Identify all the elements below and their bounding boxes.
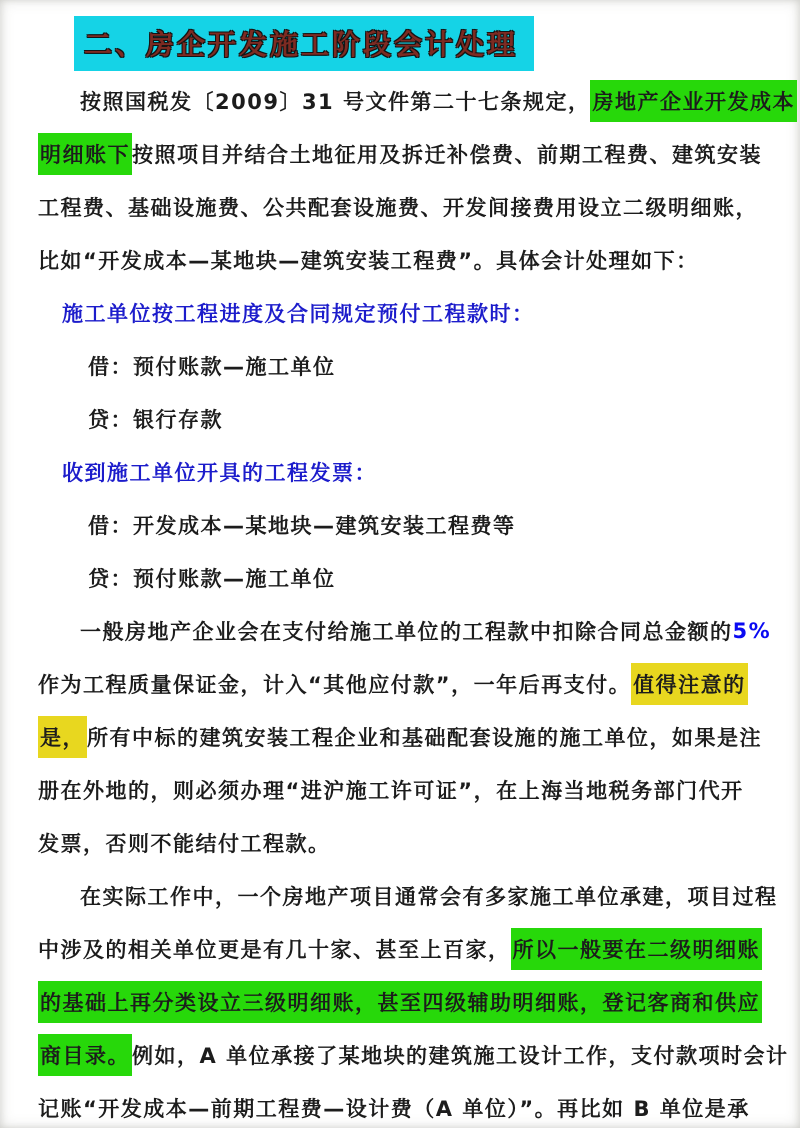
journal-entry-line [38, 551, 770, 604]
paragraph-line [38, 763, 770, 816]
heading-text: 收到施工单位开具的工程发票： [62, 460, 377, 485]
text-segment: 工程费、基础设施费、公共配套设施费、开发间接费用设立二级明细账， [38, 195, 758, 220]
section-heading [38, 445, 770, 498]
highlighted-text: 是， [38, 716, 87, 758]
text-segment: 册在外地的，则必须办理“进沪施工许可证”，在上海当地税务部门代开 [38, 778, 744, 803]
highlighted-text: 所以一般要在二级明细账 [511, 928, 763, 970]
paragraph-line [38, 657, 770, 710]
heading-text: 施工单位按工程进度及合同规定预付工程款时： [62, 301, 535, 326]
paragraph-line [38, 604, 770, 657]
paragraph-line [38, 869, 778, 922]
text-segment: 按照项目并结合土地征用及拆迁补偿费、前期工程费、建筑安装 [132, 142, 762, 167]
highlighted-text: 明细账下 [38, 133, 132, 175]
journal-entry-line [38, 339, 770, 392]
text-segment: 例如，A 单位承接了某地块的建筑施工设计工作，支付款项时会计 [132, 1043, 789, 1068]
paragraph-line [38, 922, 770, 975]
text-segment: 贷：预付账款—施工单位 [88, 566, 336, 591]
accent-text: 5% [732, 618, 772, 643]
paragraph-line [38, 127, 770, 180]
text-segment: 按照国税发〔2009〕31 号文件第二十七条规定， [80, 89, 591, 114]
text-segment: 借：预付账款—施工单位 [88, 354, 336, 379]
paragraph-line [38, 816, 770, 869]
highlighted-text: 的基础上再分类设立三级明细账，甚至四级辅助明细账，登记客商和供应 [38, 981, 762, 1023]
text-segment: 所有中标的建筑安装工程企业和基础配套设施的施工单位，如果是注 [87, 725, 762, 750]
section-heading [38, 286, 770, 339]
highlighted-text: 商目录。 [38, 1034, 132, 1076]
text-segment: 发票，否则不能结付工程款。 [38, 831, 331, 856]
highlighted-text: 房地产企业开发成本 [590, 80, 797, 122]
page-title: 二、房企开发施工阶段会计处理 [74, 16, 534, 71]
paragraph-line [38, 975, 770, 1028]
text-segment: 在实际工作中，一个房地产项目通常会有多家施工单位承建，项目过程 [80, 884, 778, 909]
journal-entry-line [38, 498, 770, 551]
paragraph-line [38, 74, 795, 127]
text-segment: 借：开发成本—某地块—建筑安装工程费等 [88, 513, 516, 538]
paragraph-line [38, 1028, 789, 1081]
text-segment: 中涉及的相关单位更是有几十家、甚至上百家， [38, 937, 511, 962]
text-segment: 作为工程质量保证金，计入“其他应付款”，一年后再支付。 [38, 672, 632, 697]
paragraph-line [38, 1081, 770, 1128]
journal-entry-line [38, 392, 770, 445]
paragraph-line [38, 233, 770, 286]
text-segment: 贷：银行存款 [88, 407, 223, 432]
highlighted-text: 值得注意的 [631, 663, 748, 705]
text-segment: 比如“开发成本—某地块—建筑安装工程费”。具体会计处理如下： [38, 248, 699, 273]
text-segment: 一般房地产企业会在支付给施工单位的工程款中扣除合同总金额的 [80, 619, 733, 644]
text-segment: 记账“开发成本—前期工程费—设计费（A 单位）”。再比如 B 单位是承 [38, 1096, 750, 1121]
paragraph-line [38, 710, 770, 763]
title-row [38, 16, 770, 62]
paragraph-line [38, 180, 770, 233]
